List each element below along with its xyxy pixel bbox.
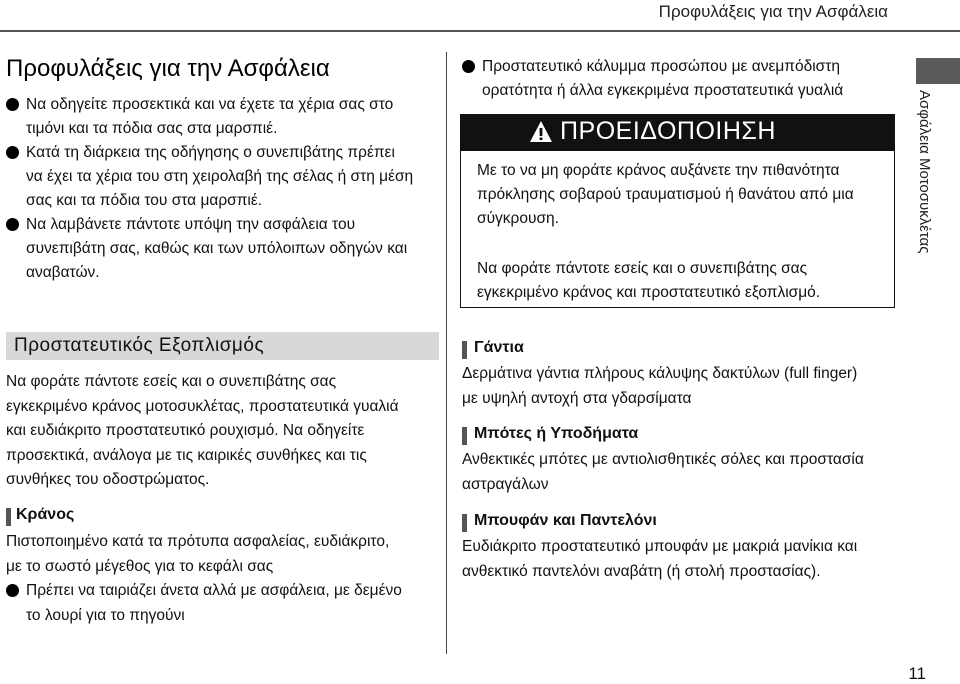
equipment-heading: Προστατευτικός Εξοπλισμός [14,335,265,356]
warning-label: ΠΡΟΕΙΔΟΠΟΙΗΣΗ [560,117,776,145]
boots-text: Ανθεκτικές μπότες με αντιολισθητικές σόλες και προστασία αστραγάλων [462,451,864,493]
bullet-icon [6,218,19,231]
bullet-icon [462,60,475,73]
safety-bullet-list [6,93,426,285]
side-tab-marker [916,58,960,84]
boots-title: Μπότες ή Υποδήματα [474,425,639,442]
running-header: Προφυλάξεις για την Ασφάλεια [658,2,888,21]
list-item: Να λαμβάνετε πάντοτε υπόψη την ασφάλεια του συνεπιβάτη σας, καθώς και των υπόλοιπων οδηγών και αναβατών. [6,213,426,285]
subheading-marker [462,514,467,532]
jacket-title: Μπουφάν και Παντελόνι [474,512,657,529]
subheading-marker [462,341,467,359]
helmet-title: Κράνος [16,506,75,523]
warning-text-secondary: Να φοράτε πάντοτε εσείς και ο συνεπιβάτης σας εγκεκριμένο κράνος και προστατευτικό εξοπλισμό. [477,260,821,301]
subheading-marker [462,427,467,445]
warning-box [460,150,895,308]
warning-banner [460,114,895,150]
column-divider [446,52,447,654]
helmet-text: Πιστοποιημένο κατά τα πρότυπα ασφαλείας, ευδιάκριτο, με το σωστό μέγεθος για το κεφάλι σας [6,533,390,575]
side-tab-label: Ασφάλεια Μοτοσυκλέτας [916,90,933,254]
bullet-icon [6,584,19,597]
header-rule [0,30,960,32]
helmet-bullet: Πρέπει να ταιριάζει άνετα αλλά με ασφάλεια, με δεμένο το λουρί για το πηγούνι [6,579,446,628]
list-item: Κατά τη διάρκεια της οδήγησης ο συνεπιβάτης πρέπει να έχει τα χέρια του στη χειρολαβή της σέλας ή στη μέση σας και τα πόδια του στα μαρσπιέ. [6,141,426,213]
page-number: 11 [908,664,926,683]
equipment-heading-band [6,332,439,360]
gloves-title: Γάντια [474,339,524,356]
warning-text: Με το να μη φοράτε κράνος αυξάνετε την πιθανότητα πρόκλησης σοβαρού τραυματισμού ή θανάτου από μια σύγκρουση. [477,162,854,227]
list-item: Να οδηγείτε προσεκτικά και να έχετε τα χέρια σας στο τιμόνι και τα πόδια σας στα μαρσπιέ. [6,93,426,141]
jacket-text: Ευδιάκριτο προστατευτικό μπουφάν με μακριά μανίκια και ανθεκτικό παντελόνι αναβάτη (ή στολή προστασίας). [462,538,858,580]
bullet-icon [6,146,19,159]
section-title: Προφυλάξεις για την Ασφάλεια [6,55,330,82]
warning-icon [529,120,553,144]
side-tab [906,90,946,270]
gloves-text: Δερμάτινα γάντια πλήρους κάλυψης δακτύλων (full finger) με υψηλή αντοχή στα γδαρσίματα [462,365,858,407]
subheading-marker [6,508,11,526]
equipment-paragraph: Να φοράτε πάντοτε εσείς και ο συνεπιβάτης σας εγκεκριμένο κράνος μοτοσυκλέτας, προστατευτικά γυαλιά και ευδιάκριτο προστατευτικό ρουχισμό. Να οδηγείτε προσεκτικά, ανάλογα με τις καιρικές συνθήκες και τις συνθήκες του οδοστρώματος. [6,373,399,488]
bullet-icon [6,98,19,111]
face-protection-bullet: Προστατευτικό κάλυμμα προσώπου με ανεμπόδιστη ορατότητα ή άλλα εγκεκριμένα προστατευτικά γυαλιά [462,55,912,103]
